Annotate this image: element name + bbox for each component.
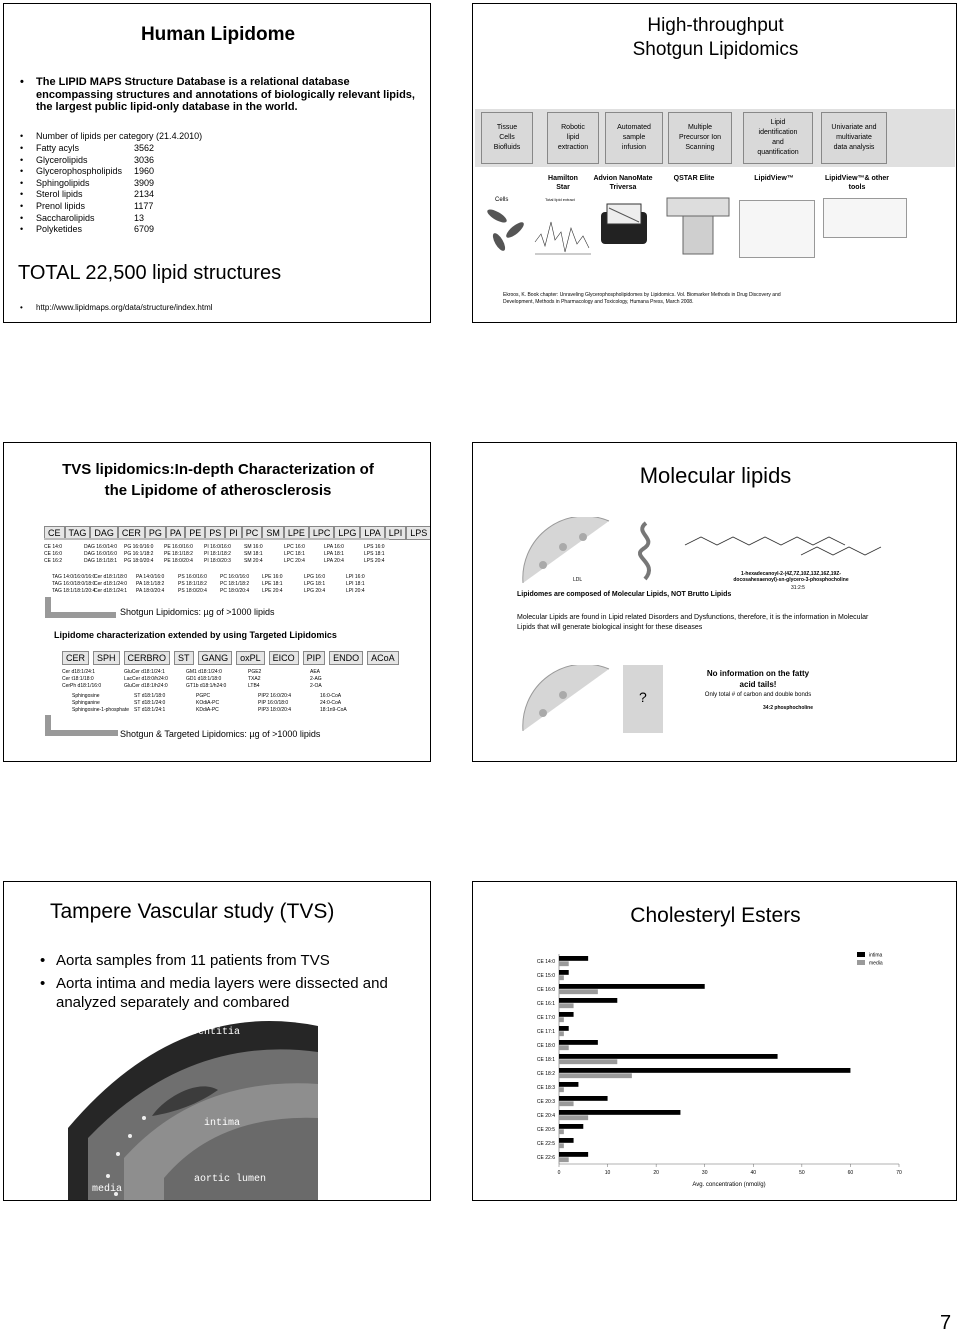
species-cell: Cer d18:1/18:0 Cer d18:1/24:0 Cer d18:1/24:1 <box>94 574 128 594</box>
category-count: 3562 <box>134 143 155 153</box>
class-tab: PG <box>145 526 166 540</box>
citation-line2: Development, Methods in Pharmacology and Toxicology, Humana Press, March 2008. <box>503 299 694 305</box>
category-count: 1177 <box>134 200 154 211</box>
targeted-class-tab: CER <box>62 651 89 665</box>
slide-cholesteryl-esters <box>472 881 957 1201</box>
category-row <box>18 224 278 236</box>
bullet-dot: • <box>20 200 24 211</box>
species-cell: AEA 2-AG 2-OA <box>310 669 322 689</box>
x-tick-label: 20 <box>653 1170 659 1176</box>
class-tab: SM <box>262 526 284 540</box>
x-tick-label: 50 <box>799 1170 805 1176</box>
intro-text: • The LIPID MAPS Structure Database is a relational database encompassing structures and annotations of biologically relevant lipids, the largest public lipid-only database in the world. <box>18 76 423 114</box>
category-label: CE 22:5 <box>536 1141 555 1148</box>
species-cell: LPE 16:0 LPE 18:1 LPE 20:4 <box>262 574 283 594</box>
category-label: CE 18:0 <box>536 1043 555 1050</box>
slide-title-line2: Shotgun Lipidomics <box>632 39 799 60</box>
link-list <box>18 303 213 312</box>
legend-swatch <box>857 952 865 957</box>
category-row <box>18 213 278 225</box>
combined-label: Shotgun & Targeted Lipidomics: µg of >1000 lipids <box>120 729 321 739</box>
stats-screen <box>823 198 907 238</box>
x-tick-label: 40 <box>750 1170 757 1176</box>
bar-media <box>559 1157 569 1162</box>
species-cell: PS 16:0/16:0 PS 18:1/18:2 PS 18:0/20:4 <box>178 574 207 594</box>
legend-swatch <box>857 960 865 965</box>
class-tab: LPC <box>309 526 335 540</box>
bullet-dot: • <box>20 224 24 235</box>
aorta-cross-section <box>68 1018 318 1201</box>
bar-media <box>559 1017 564 1022</box>
class-tab: LPI <box>385 526 407 540</box>
bar-media <box>559 1087 564 1092</box>
x-tick-label: 30 <box>701 1170 708 1176</box>
slide-title-line2: the Lipidome of atherosclerosis <box>104 482 332 499</box>
class-tab: CE <box>44 526 65 540</box>
category-name: Glycerophospholipids <box>36 166 123 177</box>
category-row <box>18 189 278 201</box>
lipidmaps-link[interactable]: • http://www.lipidmaps.org/data/structure/index.html <box>18 303 213 312</box>
shotgun-label: Shotgun Lipidomics: µg of >1000 lipids <box>120 607 275 617</box>
category-name: Sterol lipids <box>36 189 83 200</box>
species-cell: PGPC KOdiA-PC KDdiA-PC <box>196 693 220 713</box>
bullet-dot: • <box>20 177 24 188</box>
species-cell: SM 16:0 SM 18:1 SM 20:4 <box>244 544 263 564</box>
slide-title: Molecular lipids <box>639 463 792 488</box>
category-label: CE 18:1 <box>536 1057 555 1064</box>
bar-media <box>559 1115 588 1120</box>
category-row <box>18 201 278 213</box>
bar-intima <box>559 1138 574 1143</box>
slide-tvs-lipidomics <box>3 442 431 762</box>
targeted-species-row2 <box>72 693 392 715</box>
bar-media <box>559 1045 569 1050</box>
molecule-id: 31:2:5 <box>791 585 805 591</box>
species-cell: PG 16:0/16:0 PG 16:1/18:2 PG 18:0/20:4 <box>124 544 154 564</box>
nanomate-image <box>595 200 657 250</box>
category-label: CE 17:1 <box>536 1029 555 1036</box>
bar-intima <box>559 1082 578 1087</box>
category-label: CE 18:2 <box>536 1071 555 1078</box>
category-count: 2134 <box>134 189 155 200</box>
bar-media <box>559 1143 564 1148</box>
x-tick-label: 60 <box>847 1170 854 1176</box>
species-cell: ST d18:1/18:0 ST d18:1/24:0 ST d18:1/24:1 <box>134 693 166 713</box>
shotgun-arrow <box>42 595 122 625</box>
x-axis-label: Avg. concentration (nmol/g) <box>692 1182 766 1188</box>
media-label: media <box>92 1184 123 1195</box>
protein-structure <box>631 521 661 581</box>
x-tick-label: 70 <box>896 1170 902 1176</box>
bar-media <box>559 1101 574 1106</box>
targeted-class-tab: ENDO <box>329 651 363 665</box>
instrument-label: LipidView™& other tools <box>824 175 890 192</box>
bar-media <box>559 1059 617 1064</box>
study-bullet: • Aorta intima and media layers were dissected and analyzed separately and combared <box>38 975 408 1013</box>
category-label: CE 22:6 <box>536 1155 555 1162</box>
category-name: Fatty acyls <box>36 143 80 153</box>
bullet-dot: • <box>20 143 24 153</box>
class-band <box>44 538 389 540</box>
study-bullets <box>38 952 408 1016</box>
targeted-class-tabs <box>62 648 403 666</box>
category-name: Glycerolipids <box>36 154 88 165</box>
class-tab: PC <box>242 526 263 540</box>
bar-intima <box>559 1012 574 1017</box>
molecular-lipids-text2: Molecular Lipids are found in Lipid related Disorders and Dysfunctions, therefore, it is the information in Molecular Lipids that will generate biological insight for these diseases <box>517 614 869 631</box>
legend-label: media <box>869 960 883 967</box>
bar-media <box>559 1073 632 1078</box>
species-cell: PA 14:0/16:0 PA 18:1/18:2 PA 18:0/20:4 <box>136 574 165 594</box>
bar-intima <box>559 1096 608 1101</box>
legend-label: intima <box>869 952 883 959</box>
species-cell: LPG 16:0 LPG 18:1 LPG 20:4 <box>304 574 326 594</box>
bar-media <box>559 989 598 994</box>
question-mark: ? <box>639 689 647 705</box>
category-label: CE 17:0 <box>536 1015 555 1022</box>
x-tick-label: 10 <box>604 1170 611 1176</box>
category-row <box>18 178 278 190</box>
class-tab: LPE <box>284 526 309 540</box>
targeted-class-tab: EICO <box>269 651 299 665</box>
total-structures: TOTAL 22,500 lipid structures <box>18 262 282 284</box>
class-tab: PI <box>225 526 242 540</box>
slide-shotgun-lipidomics <box>472 3 957 323</box>
molecule-name: 1-hexadecanoyl-2-(4Z,7Z,10Z,13Z,16Z,19Z-docosahexaenoyl)-sn-glycero-3-phosphocholine <box>733 571 849 583</box>
x-tick-label: 0 <box>557 1170 561 1176</box>
slide-title-line1: High-throughput <box>647 15 784 36</box>
class-tab: DAG <box>90 526 118 540</box>
category-count: 3036 <box>134 154 155 165</box>
ldl-particle <box>513 517 613 587</box>
no-info-line3: Only total # of carbon and double bonds <box>704 692 812 698</box>
slide-title-line1: TVS lipidomics:In-depth Characterization of <box>62 461 374 478</box>
category-row <box>18 155 278 167</box>
bar-intima <box>559 1152 588 1157</box>
brutto-name: 34:2 phosphocholine <box>763 705 814 711</box>
targeted-class-tab: ST <box>174 651 194 665</box>
species-row-1 <box>44 544 394 566</box>
targeted-class-tab: PIP <box>303 651 326 665</box>
category-label: CE 20:5 <box>536 1127 555 1134</box>
category-label: CE 20:4 <box>536 1113 555 1120</box>
slide-title: Human Lipidome <box>140 24 296 45</box>
category-name: Sphingolipids <box>36 177 90 188</box>
bar-media <box>559 1031 564 1036</box>
targeted-class-tab: ACoA <box>367 651 399 665</box>
species-cell: PC 16:0/16:0 PC 18:1/18:2 PC 18:0/20:4 <box>220 574 250 594</box>
targeted-class-tab: CERBRO <box>124 651 171 665</box>
class-tab: TAG <box>65 526 91 540</box>
category-count: 1960 <box>134 166 155 177</box>
species-cell: TAG 14:0/16:0/16:0 TAG 16:0/18:0/18:0 TAG 18:1/18:1/20:4 <box>52 574 96 594</box>
slide-tvs-study <box>3 881 431 1201</box>
species-row-2 <box>52 574 392 596</box>
species-cell: LPI 16:0 LPI 18:1 LPI 20:4 <box>346 574 365 594</box>
category-heading: • Number of lipids per category (21.4.2010) <box>18 131 278 143</box>
workflow-step: Lipid identification and quantification <box>743 112 813 164</box>
workflow-step: Tissue Cells Biofluids <box>481 112 533 164</box>
bar-media <box>559 1129 564 1134</box>
bar-media <box>559 961 569 966</box>
lumen-label: aortic lumen <box>194 1174 267 1185</box>
molecular-lipids-text1: Lipidomes are composed of Molecular Lipids, NOT Brutto Lipids <box>517 591 732 598</box>
qstar-image <box>663 192 733 256</box>
category-count: 13 <box>134 212 145 223</box>
targeted-species-row1 <box>62 669 392 691</box>
bullet-dot: • <box>20 154 24 165</box>
species-cell: Cer d18:1/24:1 Cer t18:1/18:0 CerPh d18:1/16:0 <box>62 669 102 689</box>
ce-bar-chart <box>511 948 931 1198</box>
slide-title: Tampere Vascular study (TVS) <box>50 900 335 923</box>
bullet-dot: • <box>20 166 24 177</box>
study-bullet: • Aorta samples from 11 patients from TVS <box>38 952 408 971</box>
bullet-dot: • <box>20 212 24 223</box>
category-label: CE 14:0 <box>536 959 555 966</box>
adventitia-label: adventitia <box>180 1027 241 1038</box>
class-tab: PE <box>185 526 205 540</box>
targeted-class-tab: SPH <box>93 651 120 665</box>
species-cell: GluCer d18:1/24:1 LacCer d18:0/h24:0 GluCer d18:1/h24:0 <box>124 669 168 689</box>
category-row <box>18 143 278 155</box>
intima-label: intima <box>204 1118 241 1129</box>
species-cell: PGE2 TXA2 LTB4 <box>248 669 262 689</box>
species-cell: PE 16:0/16:0 PE 18:1/18:2 PE 18:0/20:4 <box>164 544 193 564</box>
intro-list <box>18 76 423 114</box>
lipidview-screen <box>739 200 815 258</box>
species-cell: LPA 16:0 LPA 18:1 LPA 20:4 <box>324 544 344 564</box>
category-label: CE 15:0 <box>536 973 555 980</box>
bar-intima <box>559 1124 583 1129</box>
category-count: 6709 <box>134 224 155 235</box>
class-tab: PA <box>166 526 185 540</box>
bar-media <box>559 975 564 980</box>
class-tab: PS <box>205 526 225 540</box>
species-cell: PI 16:0/16:0 PI 18:1/18:2 PI 18:0/20:3 <box>204 544 231 564</box>
bar-intima <box>559 1110 680 1115</box>
workflow-step: Robotic lipid extraction <box>547 112 599 164</box>
instrument-label: Advion NanoMate Triversa <box>593 175 653 192</box>
category-label: CE 16:0 <box>536 987 555 994</box>
category-count: 3909 <box>134 177 155 188</box>
targeted-heading: Lipidome characterization extended by using Targeted Lipidomics <box>54 630 337 640</box>
category-rows <box>18 143 278 236</box>
species-cell: GM1 d18:1/24:0 GD1 d18:1/18:0 GT1b d18:1/h24:0 <box>186 669 227 689</box>
workflow-step: Automated sample infusion <box>605 112 663 164</box>
category-label: CE 18:3 <box>536 1085 555 1092</box>
species-cell: DAG 16:0/14:0 DAG 16:0/16:0 DAG 18:1/18:1 <box>84 544 118 564</box>
class-tab: LPS <box>406 526 431 540</box>
class-tab: LPA <box>360 526 384 540</box>
bar-intima <box>559 1026 569 1031</box>
workflow-step: Univariate and multivariate data analysis <box>821 112 887 164</box>
category-label: CE 20:3 <box>536 1099 555 1106</box>
category-name: Polyketides <box>36 224 83 235</box>
phospholipid-structure <box>681 525 896 565</box>
species-cell: 16:0-CoA 24:0-CoA 18:1n9-CoA <box>320 693 347 713</box>
species-cell: PIP2 16:0/20:4 PIP 16:0/18:0 PIP3 18:0/20:4 <box>258 693 292 713</box>
bar-intima <box>559 1054 778 1059</box>
slide-molecular-lipids <box>472 442 957 762</box>
citation-line1: Ekroos, K. Book chapter: Unraveling Glycerophospholipidomes by Lipidomics. Vol. Biomarker Methods in Drug Discovery and <box>503 292 781 298</box>
species-cell: LPC 16:0 LPC 18:1 LPC 20:4 <box>284 544 305 564</box>
slide-human-lipidome <box>3 3 431 323</box>
species-cell: CE 14:0 CE 16:0 CE 16:2 <box>44 544 63 564</box>
class-tab: CER <box>118 526 145 540</box>
bullet-dot: • <box>20 189 24 200</box>
no-info-line1: No information on the fatty <box>706 669 810 678</box>
bar-intima <box>559 1068 850 1073</box>
category-name: Saccharolipids <box>36 212 95 223</box>
bar-intima <box>559 970 569 975</box>
ldl-particle-2 <box>513 665 613 735</box>
instrument-label: Hamilton Star <box>548 175 578 192</box>
no-info-line2: acid tails! <box>739 680 777 689</box>
ldl-label: LDL <box>573 577 583 583</box>
targeted-class-tab: oxPL <box>236 651 265 665</box>
bar-intima <box>559 998 617 1003</box>
targeted-class-tab: GANG <box>198 651 233 665</box>
class-tab: LPG <box>334 526 360 540</box>
category-row <box>18 166 278 178</box>
page-number: 7 <box>940 1312 952 1334</box>
instrument-label: LipidView™ <box>754 175 794 182</box>
instrument-label: QSTAR Elite <box>673 175 715 182</box>
category-label: CE 16:1 <box>536 1001 555 1008</box>
cells-label: Cells <box>495 197 509 203</box>
bar-media <box>559 1003 574 1008</box>
lipid-class-tabs <box>44 523 431 537</box>
slide-title: Cholesteryl Esters <box>630 904 801 927</box>
combined-arrow <box>42 713 124 743</box>
extract-label: Total lipid extract <box>545 197 575 202</box>
cells-illustration <box>483 204 529 254</box>
workflow-step: Multiple Precursor Ion Scanning <box>668 112 732 164</box>
category-list <box>18 131 278 143</box>
species-cell: LPS 16:0 LPS 18:1 LPS 20:4 <box>364 544 385 564</box>
extraction-plot <box>533 202 593 260</box>
bar-intima <box>559 956 588 961</box>
bar-intima <box>559 984 705 989</box>
bar-intima <box>559 1040 598 1045</box>
species-cell: Sphingosine Sphinganine Sphingosine-1-phosphate <box>72 693 129 713</box>
category-name: Prenol lipids <box>36 200 86 211</box>
